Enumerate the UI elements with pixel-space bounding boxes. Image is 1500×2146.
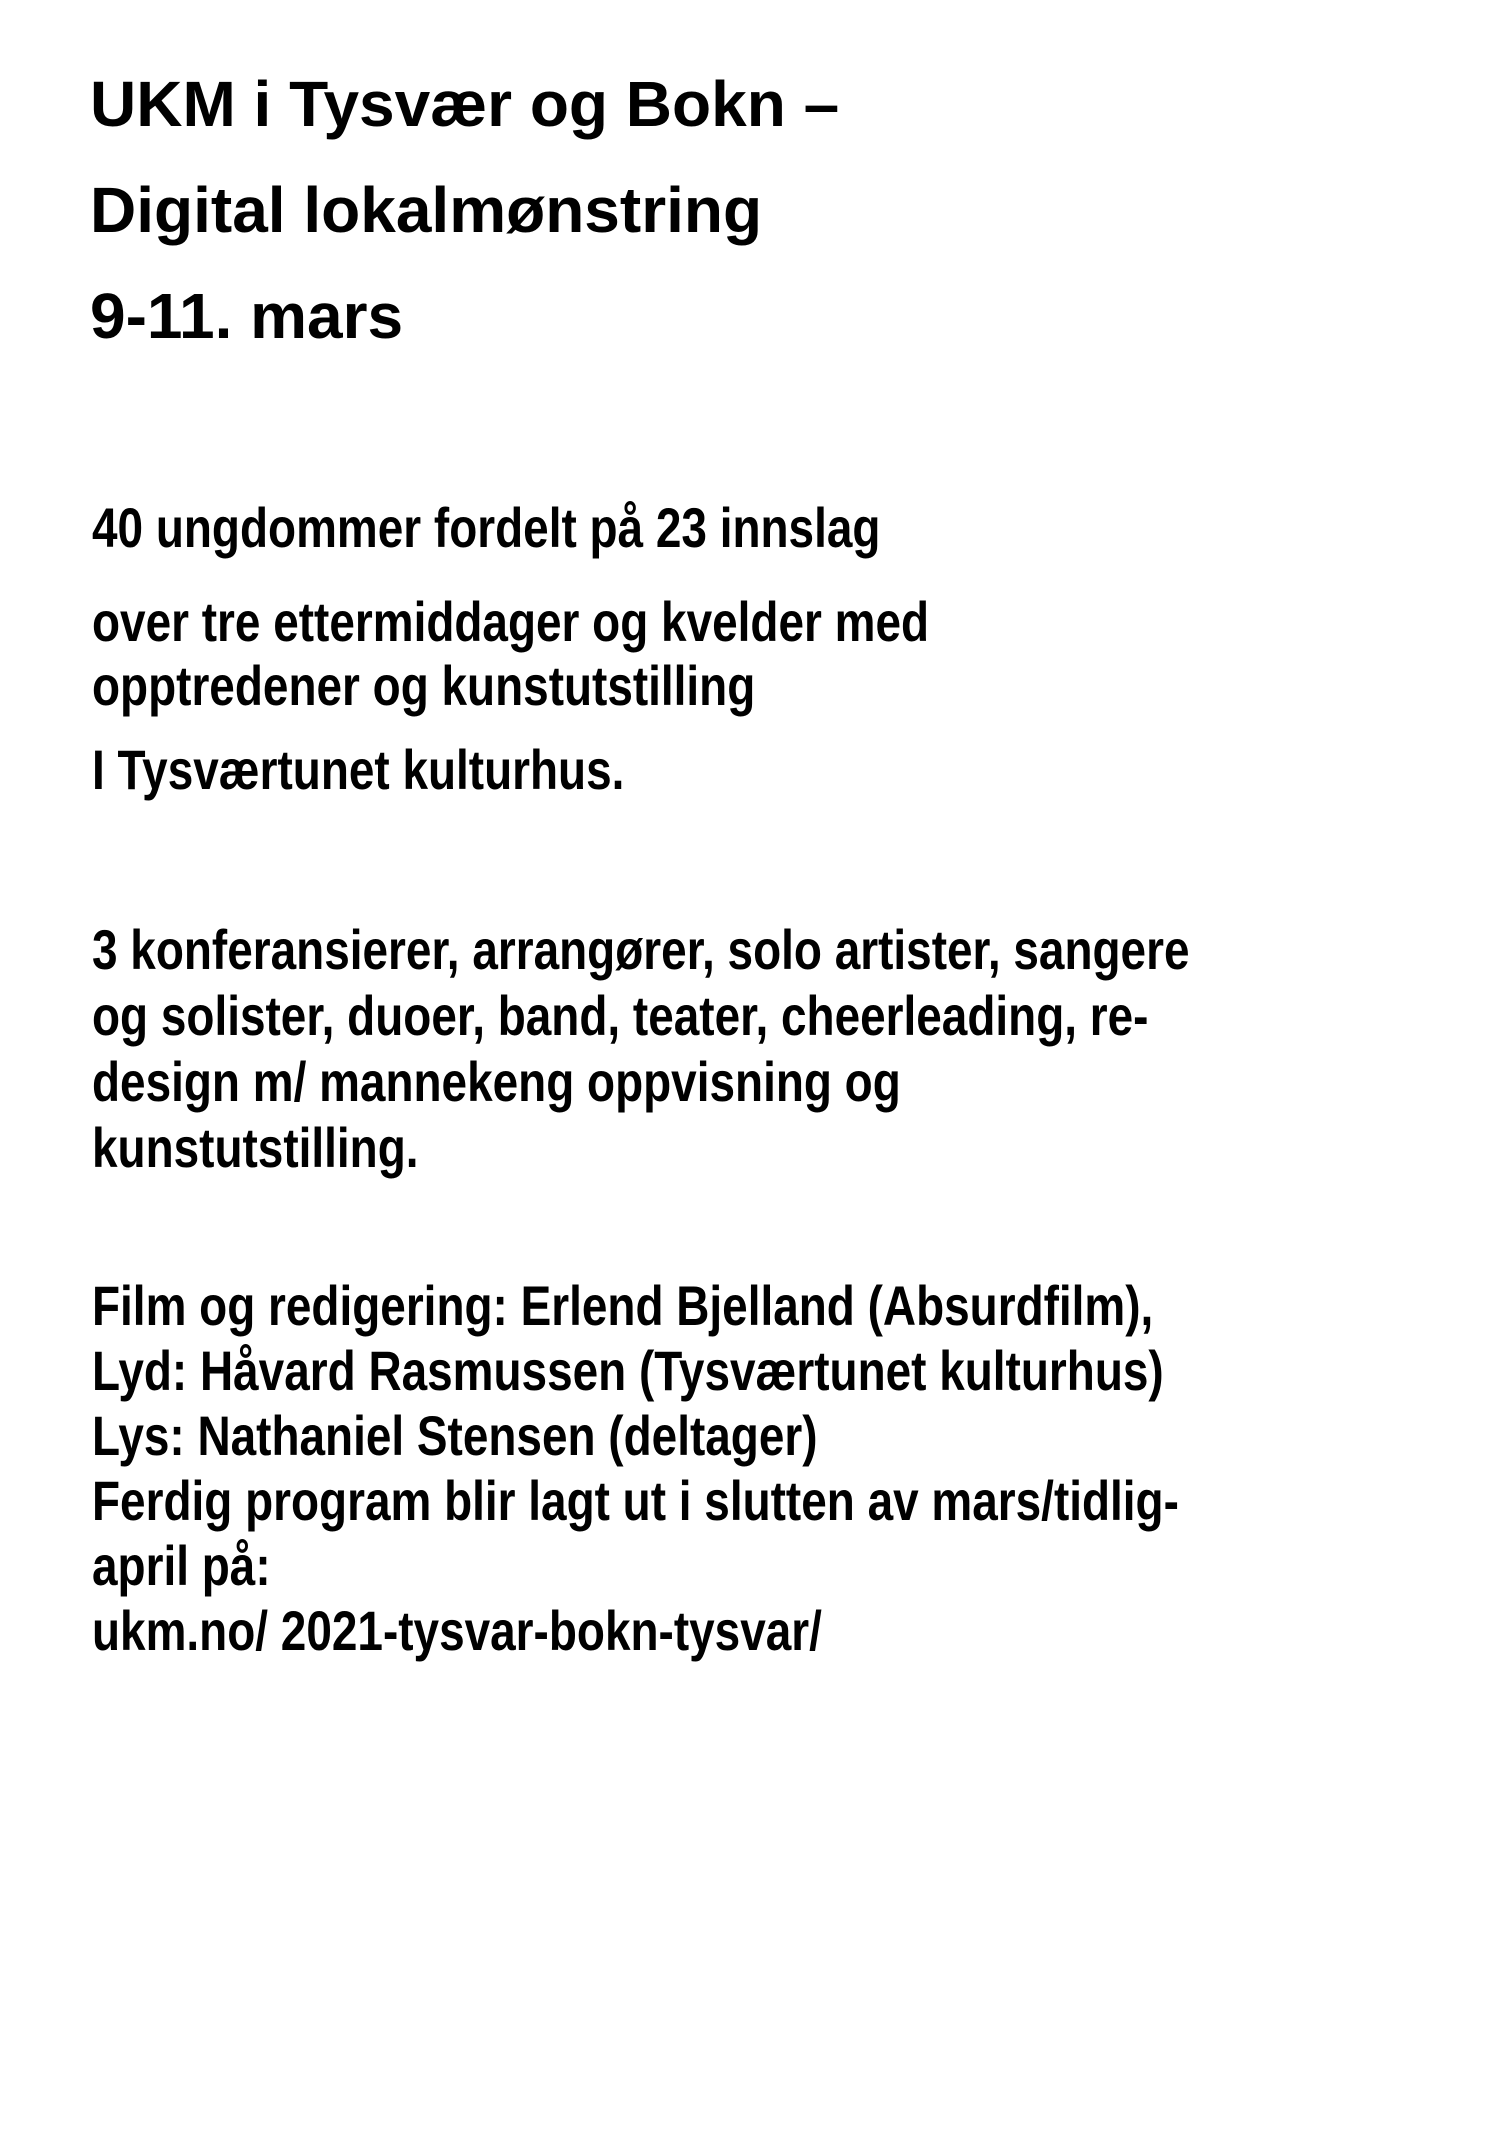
paragraph-venue — [92, 738, 624, 802]
paragraph-line: ukm.no/ 2021-tysvar-bokn-tysvar/ — [92, 1599, 822, 1662]
paragraph-participants — [92, 496, 880, 560]
paragraph-line: I Tysværtunet kulturhus. — [92, 738, 625, 801]
page-title — [90, 51, 839, 369]
paragraph-credits — [92, 1273, 1179, 1663]
title-line-2: Digital lokalmønstring — [90, 174, 763, 246]
paragraph-line: kunstutstilling. — [92, 1116, 419, 1179]
paragraph-line: Lyd: Håvard Rasmussen (Tysværtunet kulturhus) — [92, 1339, 1164, 1402]
paragraph-line: 40 ungdommer fordelt på 23 innslag — [92, 496, 881, 559]
paragraph-line: 3 konferansierer, arrangører, solo artister, sangere — [92, 918, 1190, 981]
paragraph-line: Ferdig program blir lagt ut i slutten av mars/tidlig- — [92, 1469, 1179, 1532]
paragraph-line: april på: — [92, 1534, 271, 1597]
paragraph-line: Lys: Nathaniel Stensen (deltager) — [92, 1404, 818, 1467]
title-line-1: UKM i Tysvær og Bokn – — [90, 68, 840, 140]
paragraph-line: opptredener og kunstutstilling — [92, 654, 756, 717]
paragraph-line: og solister, duoer, band, teater, cheerleading, re- — [92, 984, 1149, 1047]
paragraph-acts — [92, 917, 1190, 1181]
paragraph-schedule — [92, 590, 929, 718]
title-line-3: 9-11. mars — [90, 280, 404, 352]
paragraph-line: Film og redigering: Erlend Bjelland (Absurdfilm), — [92, 1274, 1154, 1337]
paragraph-line: over tre ettermiddager og kvelder med — [92, 590, 930, 653]
paragraph-line: design m/ mannekeng oppvisning og — [92, 1050, 901, 1113]
